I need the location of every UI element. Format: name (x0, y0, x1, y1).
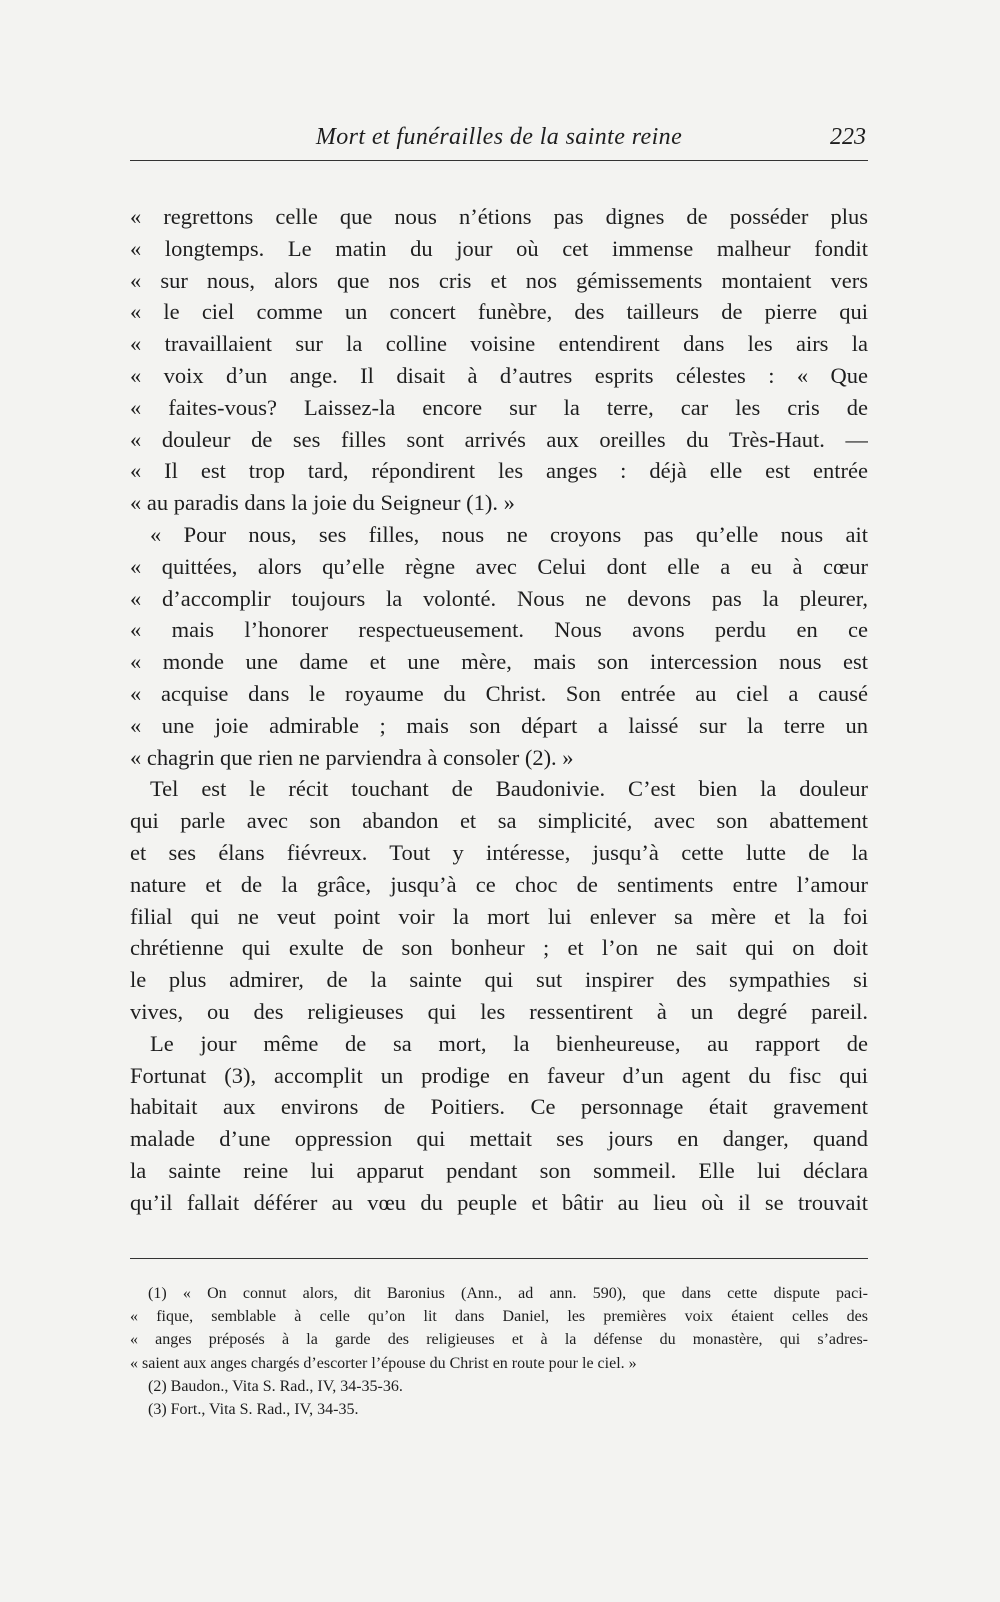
text-line: Fortunat (3), accomplit un prodige en faveur d’un agent du fisc qui (130, 1062, 868, 1088)
text-line: qui parle avec son abandon et sa simplicité, avec son abattement (130, 808, 868, 834)
footnotes (130, 1282, 868, 1421)
text-line: « quittées, alors qu’elle règne avec Celui dont elle a eu à cœur (130, 553, 868, 579)
text-line: « travaillaient sur la colline voisine entendirent dans les airs la (130, 331, 868, 357)
running-header (130, 124, 868, 161)
text-line: « monde une dame et une mère, mais son intercession nous est (130, 649, 868, 675)
text-line: « acquise dans le royaume du Christ. Son entrée au ciel a causé (130, 680, 868, 706)
text-line: filial qui ne veut point voir la mort lui enlever sa mère et la foi (130, 903, 868, 929)
footnote-line: (2) Baudon., Vita S. Rad., IV, 34-35-36. (148, 1377, 403, 1395)
footnote-line: (1) « On connut alors, dit Baronius (Ann., ad ann. 590), que dans cette dispute paci- (148, 1285, 868, 1302)
text-line: « voix d’un ange. Il disait à d’autres esprits célestes : « Que (130, 362, 868, 388)
text-line: « douleur de ses filles sont arrivés aux oreilles du Très-Haut. — (130, 426, 868, 452)
footnote-line: « fique, semblable à celle qu’on lit dans Daniel, les premières voix étaient celles des (130, 1308, 868, 1326)
text-line: nature et de la grâce, jusqu’à ce choc de sentiments entre l’amour (130, 871, 868, 897)
text-line: « longtemps. Le matin du jour où cet immense malheur fondit (130, 235, 868, 261)
text-line: « Pour nous, ses filles, nous ne croyons pas qu’elle nous ait (150, 521, 868, 547)
text-line: la sainte reine lui apparut pendant son sommeil. Elle lui déclara (130, 1157, 868, 1183)
running-title: Mort et funérailles de la sainte reine (315, 124, 683, 150)
text-line: « Il est trop tard, répondirent les anges : déjà elle est entrée (130, 458, 868, 484)
text-line: et ses élans fiévreux. Tout y intéresse, jusqu’à cette lutte de la (130, 839, 868, 865)
text-line: « une joie admirable ; mais son départ a laissé sur la terre un (130, 712, 868, 738)
text-line: « regrettons celle que nous n’étions pas dignes de posséder plus (130, 204, 868, 229)
text-line: le plus admirer, de la sainte qui sut inspirer des sympathies si (130, 967, 868, 993)
text-line: chrétienne qui exulte de son bonheur ; et l’on ne sait qui on doit (130, 935, 868, 961)
text-line: « chagrin que rien ne parviendra à consoler (2). » (130, 744, 574, 770)
text-line: « au paradis dans la joie du Seigneur (1). » (130, 490, 515, 516)
text-line: qu’il fallait déférer au vœu du peuple et bâtir au lieu où il se trouvait (130, 1189, 868, 1215)
text-line: malade d’une oppression qui mettait ses jours en danger, quand (130, 1126, 868, 1152)
footnote-divider (130, 1258, 868, 1259)
text-line: vives, ou des religieuses qui les ressentirent à un degré pareil. (130, 998, 868, 1024)
footnote-line: « saient aux anges chargés d’escorter l’épouse du Christ en route pour le ciel. » (130, 1354, 637, 1372)
footnote-line: « anges préposés à la garde des religieuses et à la défense du monastère, qui s’adres- (130, 1331, 868, 1349)
text-line: « sur nous, alors que nos cris et nos gémissements montaient vers (130, 267, 868, 293)
footnote-line: (3) Fort., Vita S. Rad., IV, 34-35. (148, 1400, 359, 1418)
text-line: « d’accomplir toujours la volonté. Nous ne devons pas la pleurer, (130, 585, 868, 611)
page-number: 223 (830, 124, 866, 150)
text-line: « mais l’honorer respectueusement. Nous avons perdu en ce (130, 617, 868, 643)
body-text (130, 201, 868, 1219)
text-line: habitait aux environs de Poitiers. Ce personnage était gravement (130, 1094, 868, 1120)
text-line: Tel est le récit touchant de Baudonivie. C’est bien la douleur (150, 776, 868, 802)
text-line: « faites-vous? Laissez-la encore sur la terre, car les cris de (130, 394, 868, 420)
text-line: « le ciel comme un concert funèbre, des tailleurs de pierre qui (130, 299, 868, 325)
text-line: Le jour même de sa mort, la bienheureuse, au rapport de (150, 1030, 868, 1056)
